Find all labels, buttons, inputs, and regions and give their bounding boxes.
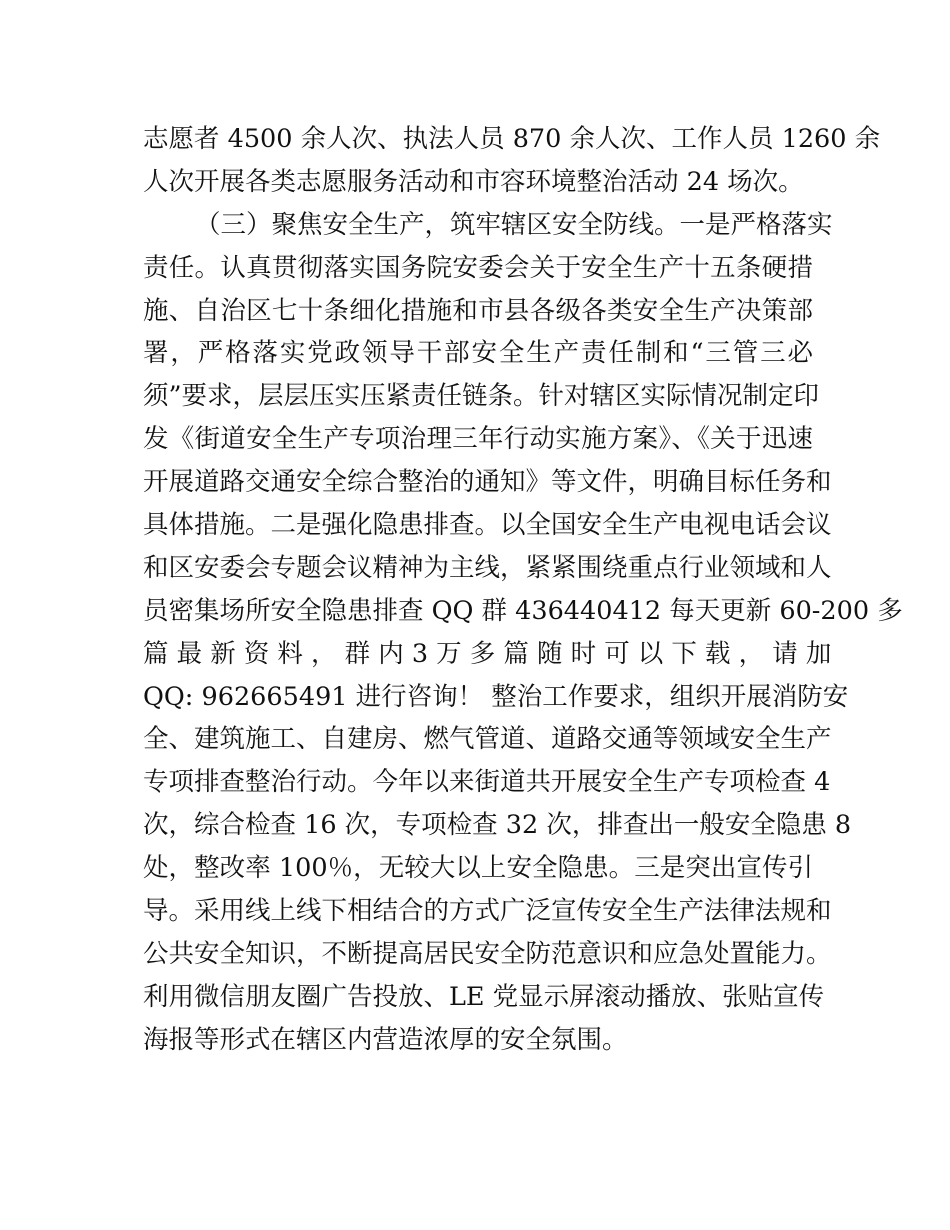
text-line: 利用微信朋友圈广告投放、LE 党显示屏滚动播放、张贴宣传	[143, 981, 825, 1012]
text-line: 全、建筑施工、自建房、燃气管道、道路交通等领域安全生产	[143, 724, 832, 755]
text-line: 责任。认真贯彻落实国务院安委会关于安全生产十五条硬措	[143, 252, 813, 283]
text-line: 发《街道安全生产专项治理三年行动实施方案》、《关于迅速	[143, 424, 813, 455]
text-line: 人次开展各类志愿服务活动和市容环境整治活动 24 场次。	[143, 166, 804, 197]
text-line: 次，综合检查 16 次，专项检查 32 次，排查出一般安全隐患 8	[143, 810, 852, 841]
text-line: 须”要求，层层压实压紧责任链条。针对辖区实际情况制定印	[143, 381, 820, 412]
text-line: 处，整改率 100％，无较大以上安全隐患。三是突出宣传引	[143, 853, 813, 884]
paragraph-volunteer-stats	[143, 118, 881, 204]
text-line: 具体措施。二是强化隐患排查。以全国安全生产电视电话会议	[143, 510, 832, 541]
text-line: 署，严格落实党政领导干部安全生产责任制和“三管三必	[143, 338, 813, 369]
text-line: 施、自治区七十条细化措施和市县各级各类安全生产决策部	[143, 295, 813, 326]
text-line: 公共安全知识，不断提高居民安全防范意识和应急处置能力。	[143, 938, 832, 969]
text-line: QQ: 962665491 进行咨询！ 整治工作要求，组织开展消防安	[143, 681, 849, 712]
text-line: 专项排查整治行动。今年以来街道共开展安全生产专项检查 4	[143, 767, 831, 798]
text-line: 志愿者 4500 余人次、执法人员 870 余人次、工作人员 1260 余	[143, 124, 881, 154]
paragraph-safety-production	[143, 204, 903, 1062]
text-line: 和区安委会专题会议精神为主线，紧紧围绕重点行业领域和人	[143, 552, 832, 583]
section-heading-line: （三）聚焦安全生产，筑牢辖区安全防线。一是严格落实	[195, 209, 833, 240]
document-page	[143, 118, 903, 1062]
text-line: 海报等形式在辖区内营造浓厚的安全氛围。	[143, 1024, 628, 1055]
text-line: 篇 最 新 资 料 ， 群 内 3 万 多 篇 随 时 可 以 下 载 ， 请 加	[143, 638, 832, 669]
text-line: 导。采用线上线下相结合的方式广泛宣传安全生产法律法规和	[143, 896, 832, 927]
text-line: 开展道路交通安全综合整治的通知》等文件，明确目标任务和	[143, 467, 832, 498]
text-line: 员密集场所安全隐患排查 QQ 群 436440412 每天更新 60-200 多	[143, 595, 903, 626]
